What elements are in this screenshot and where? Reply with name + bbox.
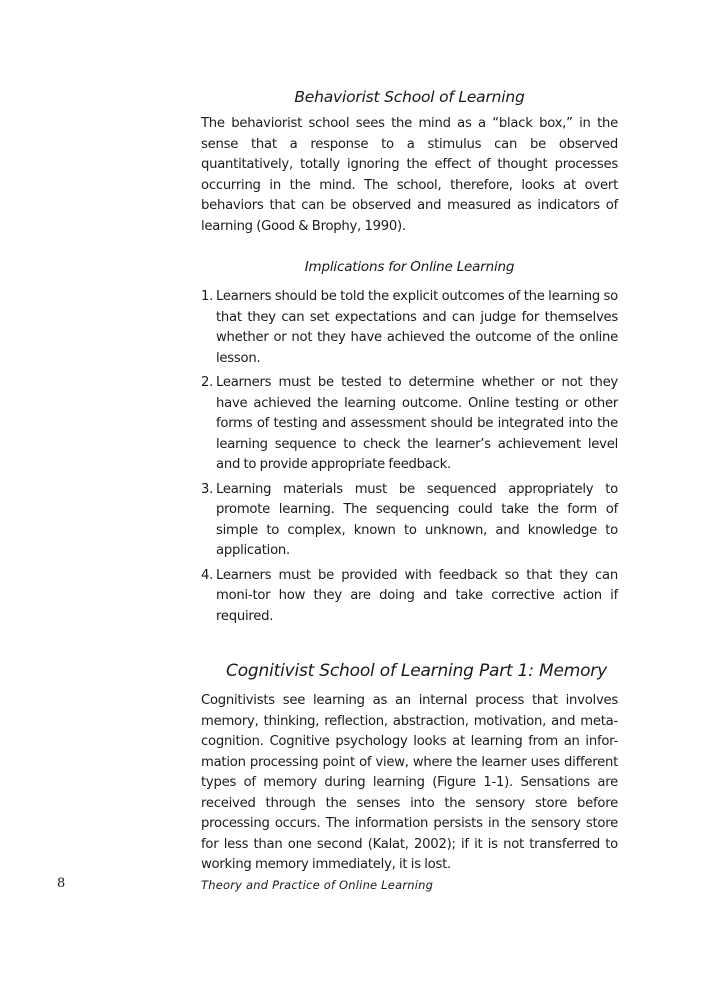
list-item-number: 3. — [201, 481, 214, 497]
list-item — [201, 287, 618, 369]
list-item-number: 2. — [201, 375, 214, 390]
running-footer-title: Theory and Practice of Online Learning — [201, 878, 434, 892]
list-item-text: Learners must be provided with feedback so that they can moni-tor how they are doing and take corrective action if required. — [216, 567, 618, 624]
implications-list — [201, 287, 618, 627]
cognitivist-paragraph: Cognitivists see learning as an internal process that involves memory, thinking, reflection, abstraction, motivation, and meta-cognition. Cognitive psychology looks at learning from an infor-mation processing point of view, where the learner uses different types of memory during learning (Figure 1-1). Sensations are received through the senses into the sensory store before processing occurs. The information persists in the sensory store for less than one second (Kalat, 2002); if it is not transferred to working memory immediately, it is lost. — [201, 693, 618, 872]
list-item — [201, 480, 618, 562]
list-item-text: Learning materials must be sequenced appropriately to promote learning. The sequencing could take the form of simple to complex, known to unknown, and knowledge to application. — [216, 481, 618, 558]
section-heading-cognitivist: Cognitivist School of Learning Part 1: Memory — [226, 661, 607, 681]
list-item — [201, 566, 618, 628]
list-item — [201, 373, 618, 476]
page-body — [201, 88, 618, 876]
section-heading-implications: Implications for Online Learning — [304, 259, 515, 275]
section-heading-behaviorist: Behaviorist School of Learning — [294, 88, 525, 106]
list-item-text: Learners must be tested to determine whether or not they have achieved the learning outcome. Online testing or other forms of testing and assessment should be integrated into the learning sequence to check the learner’s achievement level and to provide appropriate feedback. — [216, 375, 618, 472]
behaviorist-paragraph: The behaviorist school sees the mind as a “black box,” in the sense that a response to a stimulus can be observed quantitatively, totally ignoring the effect of thought processes occurring in the mind. The school, therefore, looks at overt behaviors that can be observed and measured as indicators of learning (Good & Brophy, 1990). — [201, 116, 618, 234]
list-item-text: Learners should be told the explicit outcomes of the learning so that they can set expectations and can judge for themselves whether or not they have achieved the outcome of the online lesson. — [216, 289, 618, 366]
page-number: 8 — [57, 876, 66, 891]
list-item-number: 1. — [201, 289, 214, 304]
list-item-number: 4. — [201, 567, 214, 583]
